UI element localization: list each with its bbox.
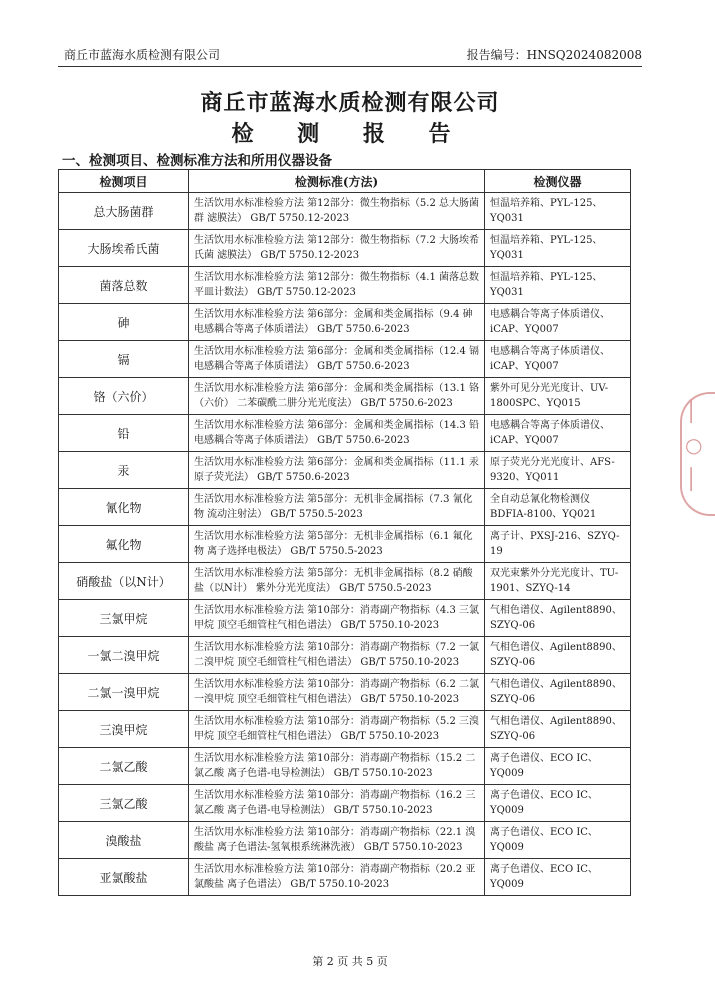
table-row <box>59 711 631 748</box>
standard-method-cell: 生活饮用水标准检验方法 第10部分：消毒副产物指标（4.3 三氯甲烷 顶空毛细管柱气相色谱法） GB/T 5750.10-2023 <box>189 600 485 637</box>
test-item-cell: 三氯乙酸 <box>59 785 189 822</box>
instrument-cell: 恒温培养箱、PYL-125、YQ031 <box>485 230 631 267</box>
instrument-cell: 气相色谱仪、Agilent8890、SZYQ-06 <box>485 600 631 637</box>
instrument-cell: 恒温培养箱、PYL-125、YQ031 <box>485 193 631 230</box>
table-row <box>59 637 631 674</box>
test-item-cell: 硝酸盐（以N计） <box>59 563 189 600</box>
test-item-cell: 大肠埃希氏菌 <box>59 230 189 267</box>
instrument-cell: 离子色谱仪、ECO IC、YQ009 <box>485 785 631 822</box>
header-report-number: 报告编号：HNSQ2024082008 <box>466 48 642 62</box>
page-header <box>58 44 642 67</box>
test-item-cell: 三溴甲烷 <box>59 711 189 748</box>
instrument-cell: 紫外可见分光光度计、UV-1800SPC、YQ015 <box>485 378 631 415</box>
table-row <box>59 267 631 304</box>
test-item-cell: 镉 <box>59 341 189 378</box>
test-item-cell: 氟化物 <box>59 526 189 563</box>
instrument-cell: 离子色谱仪、ECO IC、YQ009 <box>485 859 631 896</box>
table-row <box>59 489 631 526</box>
standard-method-cell: 生活饮用水标准检验方法 第12部分：微生物指标（5.2 总大肠菌群 滤膜法） GB/T 5750.12-2023 <box>189 193 485 230</box>
instrument-cell: 全自动总氰化物检测仪 BDFIA-8100、YQ021 <box>485 489 631 526</box>
table-row <box>59 600 631 637</box>
standard-method-cell: 生活饮用水标准检验方法 第10部分：消毒副产物指标（20.2 亚氯酸盐 离子色谱法） GB/T 5750.10-2023 <box>189 859 485 896</box>
test-item-cell: 菌落总数 <box>59 267 189 304</box>
standard-method-cell: 生活饮用水标准检验方法 第10部分：消毒副产物指标（16.2 三氯乙酸 离子色谱-电导检测法） GB/T 5750.10-2023 <box>189 785 485 822</box>
standard-method-cell: 生活饮用水标准检验方法 第10部分：消毒副产物指标（15.2 二氯乙酸 离子色谱-电导检测法） GB/T 5750.10-2023 <box>189 748 485 785</box>
test-item-cell: 溴酸盐 <box>59 822 189 859</box>
instrument-cell: 离子计、PXSJ-216、SZYQ-19 <box>485 526 631 563</box>
instrument-cell: 气相色谱仪、Agilent8890、SZYQ-06 <box>485 637 631 674</box>
table-row <box>59 378 631 415</box>
column-header-item: 检测项目 <box>59 170 189 193</box>
table-row <box>59 415 631 452</box>
test-item-cell: 汞 <box>59 452 189 489</box>
table-row <box>59 526 631 563</box>
standard-method-cell: 生活饮用水标准检验方法 第10部分：消毒副产物指标（22.1 溴酸盐 离子色谱法-氢氧根系统淋洗液） GB/T 5750.10-2023 <box>189 822 485 859</box>
test-item-cell: 三氯甲烷 <box>59 600 189 637</box>
header-company: 商丘市蓝海水质检测有限公司 <box>64 48 221 62</box>
test-items-table <box>58 169 631 896</box>
column-header-instrument: 检测仪器 <box>485 170 631 193</box>
standard-method-cell: 生活饮用水标准检验方法 第6部分：金属和类金属指标（13.1 铬（六价） 二苯碳酰二肼分光光度法） GB/T 5750.6-2023 <box>189 378 485 415</box>
page-number: 第 2 页 共 5 页 <box>312 955 388 968</box>
table-row <box>59 304 631 341</box>
report-title-text: 检 测 报 告 <box>231 121 469 147</box>
table-row <box>59 563 631 600</box>
standard-method-cell: 生活饮用水标准检验方法 第6部分：金属和类金属指标（9.4 砷 电感耦合等离子体质谱法） GB/T 5750.6-2023 <box>189 304 485 341</box>
table-row <box>59 230 631 267</box>
instrument-cell: 电感耦合等离子体质谱仪、iCAP、YQ007 <box>485 304 631 341</box>
test-item-cell: 砷 <box>59 304 189 341</box>
company-title: 商丘市蓝海水质检测有限公司 <box>200 90 500 116</box>
test-item-cell: 亚氯酸盐 <box>59 859 189 896</box>
standard-method-cell: 生活饮用水标准检验方法 第10部分：消毒副产物指标（5.2 三溴甲烷 顶空毛细管柱气相色谱法） GB/T 5750.10-2023 <box>189 711 485 748</box>
instrument-cell: 双光束紫外分光光度计、TU-1901、SZYQ-14 <box>485 563 631 600</box>
standard-method-cell: 生活饮用水标准检验方法 第6部分：金属和类金属指标（14.3 铅 电感耦合等离子体质谱法） GB/T 5750.6-2023 <box>189 415 485 452</box>
table-row <box>59 341 631 378</box>
instrument-cell: 气相色谱仪、Agilent8890、SZYQ-06 <box>485 674 631 711</box>
standard-method-cell: 生活饮用水标准检验方法 第10部分：消毒副产物指标（7.2 一氯二溴甲烷 顶空毛细管柱气相色谱法） GB/T 5750.10-2023 <box>189 637 485 674</box>
instrument-cell: 气相色谱仪、Agilent8890、SZYQ-06 <box>485 711 631 748</box>
section-heading: 一、检测项目、检测标准方法和所用仪器设备 <box>62 153 332 169</box>
test-item-cell: 铬（六价） <box>59 378 189 415</box>
standard-method-cell: 生活饮用水标准检验方法 第5部分：无机非金属指标（7.3 氰化物 流动注射法） GB/T 5750.5-2023 <box>189 489 485 526</box>
standard-method-cell: 生活饮用水标准检验方法 第5部分：无机非金属指标（8.2 硝酸盐（以N计） 紫外分光光度法） GB/T 5750.5-2023 <box>189 563 485 600</box>
report-title <box>0 117 700 148</box>
test-item-cell: 铅 <box>59 415 189 452</box>
test-item-cell: 一氯二溴甲烷 <box>59 637 189 674</box>
standard-method-cell: 生活饮用水标准检验方法 第6部分：金属和类金属指标（12.4 镉 电感耦合等离子体质谱法） GB/T 5750.6-2023 <box>189 341 485 378</box>
table-row <box>59 452 631 489</box>
table-header-row <box>59 170 631 193</box>
table-row <box>59 748 631 785</box>
standard-method-cell: 生活饮用水标准检验方法 第12部分：微生物指标（7.2 大肠埃希氏菌 滤膜法） GB/T 5750.12-2023 <box>189 230 485 267</box>
instrument-cell: 离子色谱仪、ECO IC、YQ009 <box>485 748 631 785</box>
test-item-cell: 二氯一溴甲烷 <box>59 674 189 711</box>
instrument-cell: 电感耦合等离子体质谱仪、iCAP、YQ007 <box>485 415 631 452</box>
standard-method-cell: 生活饮用水标准检验方法 第6部分：金属和类金属指标（11.1 汞 原子荧光法） GB/T 5750.6-2023 <box>189 452 485 489</box>
column-header-standard: 检测标准(方法) <box>189 170 485 193</box>
test-item-cell: 二氯乙酸 <box>59 748 189 785</box>
table-row <box>59 822 631 859</box>
instrument-cell: 原子荧光分光光度计、AFS-9320、YQ011 <box>485 452 631 489</box>
standard-method-cell: 生活饮用水标准检验方法 第10部分：消毒副产物指标（6.2 二氯一溴甲烷 顶空毛细管柱气相色谱法） GB/T 5750.10-2023 <box>189 674 485 711</box>
table-row <box>59 674 631 711</box>
test-item-cell: 氰化物 <box>59 489 189 526</box>
instrument-cell: 离子色谱仪、ECO IC、YQ009 <box>485 822 631 859</box>
instrument-cell: 电感耦合等离子体质谱仪、iCAP、YQ007 <box>485 341 631 378</box>
standard-method-cell: 生活饮用水标准检验方法 第12部分：微生物指标（4.1 菌落总数 平皿计数法） GB/T 5750.12-2023 <box>189 267 485 304</box>
instrument-cell: 恒温培养箱、PYL-125、YQ031 <box>485 267 631 304</box>
seal-stamp-edge: │ ○ │ <box>680 392 715 516</box>
table-row <box>59 193 631 230</box>
table-row <box>59 785 631 822</box>
standard-method-cell: 生活饮用水标准检验方法 第5部分：无机非金属指标（6.1 氟化物 离子选择电极法） GB/T 5750.5-2023 <box>189 526 485 563</box>
table-row <box>59 859 631 896</box>
test-item-cell: 总大肠菌群 <box>59 193 189 230</box>
